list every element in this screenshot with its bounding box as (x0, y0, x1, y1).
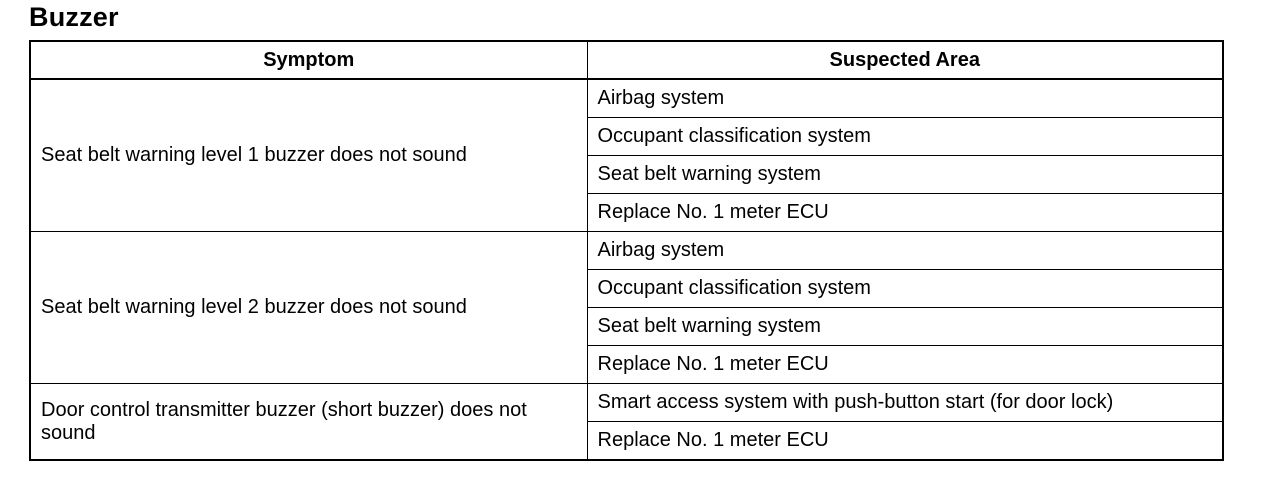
suspected-area-cell: Occupant classification system (587, 118, 1223, 156)
suspected-area-cell: Replace No. 1 meter ECU (587, 194, 1223, 232)
suspected-area-cell: Airbag system (587, 232, 1223, 270)
suspected-area-cell: Airbag system (587, 79, 1223, 118)
header-row (30, 41, 1223, 79)
symptom-cell: Seat belt warning level 1 buzzer does not sound (30, 79, 587, 232)
table-row (30, 79, 1223, 118)
suspected-area-cell: Occupant classification system (587, 270, 1223, 308)
column-header-suspected-area: Suspected Area (587, 41, 1223, 79)
suspected-area-cell: Replace No. 1 meter ECU (587, 422, 1223, 461)
suspected-area-cell: Smart access system with push-button start (for door lock) (587, 384, 1223, 422)
suspected-area-cell: Replace No. 1 meter ECU (587, 346, 1223, 384)
column-header-symptom: Symptom (30, 41, 587, 79)
page-title: Buzzer (29, 2, 119, 32)
symptom-cell: Seat belt warning level 2 buzzer does not sound (30, 232, 587, 384)
table-row (30, 232, 1223, 270)
suspected-area-cell: Seat belt warning system (587, 156, 1223, 194)
symptom-cell: Door control transmitter buzzer (short buzzer) does not sound (30, 384, 587, 461)
diagnosis-table (29, 40, 1224, 461)
suspected-area-cell: Seat belt warning system (587, 308, 1223, 346)
table-row (30, 384, 1223, 422)
